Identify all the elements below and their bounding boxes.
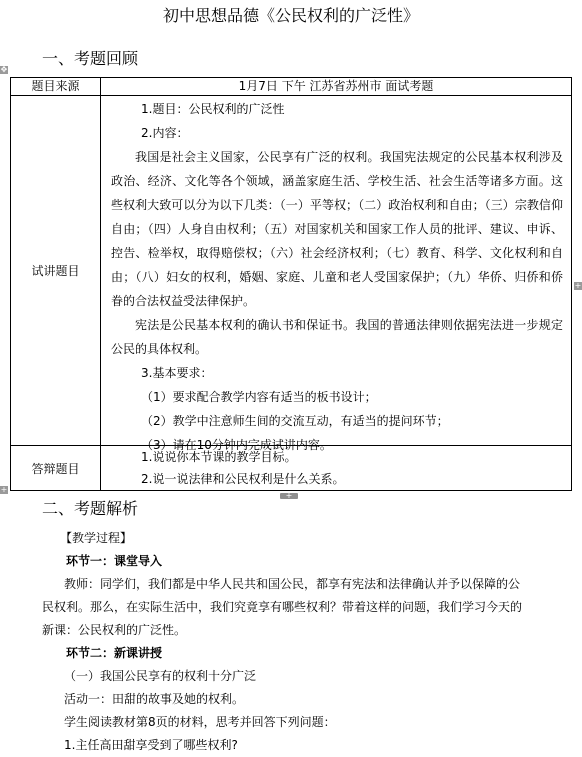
reading-instruction: 学生阅读教材第8页的材料，思考并回答下列问题： xyxy=(64,715,336,729)
trial-paragraph-2: 宪法是公民基本权利的确认书和保证书。我国的普通法律则依据宪法进一步规定公民的具体权利。 xyxy=(111,318,563,356)
point-1: （一）我国公民享有的权利十分广泛 xyxy=(64,669,257,683)
trial-item-1: 1.题目：公民权利的广泛性 xyxy=(141,102,285,116)
defense-content xyxy=(101,446,572,491)
step-1-heading: 环节一：课堂导入 xyxy=(66,554,163,568)
trial-label: 试讲题目 xyxy=(11,96,101,446)
document-title: 初中思想品德《公民权利的广泛性》 xyxy=(162,6,419,25)
table-row xyxy=(11,446,572,491)
table-row xyxy=(11,78,572,96)
source-label: 题目来源 xyxy=(11,78,101,96)
move-handle-icon[interactable]: ✥ xyxy=(0,65,8,74)
requirement-1: （1）要求配合教学内容有适当的板书设计； xyxy=(141,390,377,404)
trial-item-3: 3.基本要求： xyxy=(141,366,213,380)
trial-content xyxy=(101,96,572,452)
section-heading-analysis: 二、考题解析 xyxy=(42,499,139,518)
activity-1: 活动一：田甜的故事及她的权利。 xyxy=(64,692,245,706)
requirement-2: （2）教学中注意师生间的交流互动，有适当的提问环节； xyxy=(141,414,449,428)
defense-question-1: 1.说说你本节课的教学目标。 xyxy=(141,450,297,464)
analysis-content xyxy=(60,527,570,573)
step-2-heading: 环节二：新课讲授 xyxy=(66,646,163,660)
defense-question-2: 2.说一说法律和公民权利是什么关系。 xyxy=(141,472,345,486)
plus-icon[interactable]: + xyxy=(0,485,8,494)
resize-handle-icon[interactable]: + xyxy=(280,493,298,499)
teaching-process-heading: 【教学过程】 xyxy=(60,531,133,545)
defense-label: 答辩题目 xyxy=(11,446,101,491)
table-row xyxy=(11,96,572,446)
requirement-3: （3）请在10分钟内完成试讲内容。 xyxy=(141,438,332,452)
analysis-body xyxy=(42,573,572,757)
teacher-line-1: 教师：同学们，我们都是中华人民共和国公民，都享有宪法和法律确认并予以保障的公 xyxy=(64,577,521,591)
section-heading-review: 一、考题回顾 xyxy=(42,49,139,68)
teacher-line-2: 民权利。那么，在实际生活中，我们究竟享有哪些权利？带着这样的问题，我们学习今天的 xyxy=(42,600,523,614)
exam-info-table xyxy=(10,77,572,491)
source-value: 1月7日 下午 江苏省苏州市 面试考题 xyxy=(101,78,572,96)
teacher-line-3: 新课：公民权利的广泛性。 xyxy=(42,623,187,637)
question-1: 1.主任高田甜享受到了哪些权利? xyxy=(64,738,238,752)
trial-item-2: 2.内容： xyxy=(141,126,189,140)
trial-paragraph-1: 我国是社会主义国家，公民享有广泛的权利。我国宪法规定的公民基本权利涉及政治、经济、文化等各个领域，涵盖家庭生活、学校生活、社会生活等诸多方面。这些权利大致可以分为以下几类：（一）平等权；（二）政治权利和自由；（三）宗教信仰自由；（四）人身自由权利；（五）对国家机关和国家工作人员的批评、建议、申诉、控告、检举权，取得赔偿权；（六）社会经济权利；（七）教育、科学、文化权利和自由；（八）妇女的权利，婚姻、家庭、儿童和老人受国家保护；（九）华侨、归侨和侨眷的合法权益受法律保护。 xyxy=(111,150,563,308)
plus-icon[interactable]: + xyxy=(574,281,582,290)
